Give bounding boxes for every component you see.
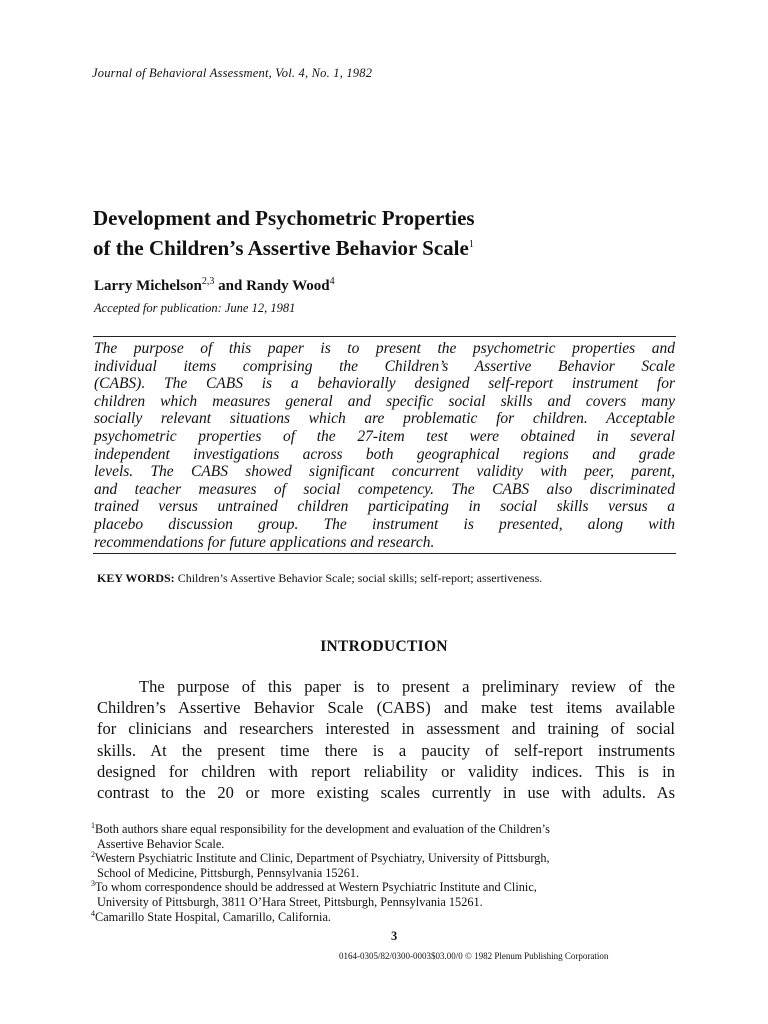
footnote-text: To whom correspondence should be addressed at Western Psychiatric Institute and Clinic,: [95, 880, 537, 895]
footnote-text: Western Psychiatric Institute and Clinic, Department of Psychiatry, University of Pittsburgh,: [95, 851, 550, 866]
footnote-mark: 3: [91, 879, 95, 889]
abstract-top-rule: [93, 336, 676, 337]
footnote-1: [91, 822, 676, 851]
footnote-text-cont: University of Pittsburgh, 3811 O’Hara Street, Pittsburgh, Pennsylvania 15261.: [97, 894, 483, 909]
abstract-line: psychometric properties of the 27-item test were obtained in several: [94, 427, 675, 445]
footnote-mark: 1: [91, 820, 95, 830]
footnote-text: Both authors share equal responsibility for the development and evaluation of the Children’s: [95, 822, 550, 836]
abstract-line: placebo discussion group. The instrument is presented, along with: [94, 515, 675, 533]
body-line: skills. At the present time there is a paucity of self-report instruments: [97, 740, 675, 760]
abstract-line: socially relevant situations which are problematic for children. Acceptable: [94, 410, 675, 428]
section-heading: INTRODUCTION: [320, 638, 448, 655]
body-line: Children’s Assertive Behavior Scale (CABS) and make test items available: [97, 698, 675, 718]
body-line: The purpose of this paper is to present a preliminary review of the: [139, 677, 675, 696]
author-2: Randy Wood: [246, 278, 330, 294]
author-1: Larry Michelson: [94, 278, 202, 294]
abstract: [94, 340, 675, 551]
footnotes: [91, 822, 676, 924]
footnote-text: Camarillo State Hospital, Camarillo, California.: [95, 909, 331, 924]
footnote-text-cont: Assertive Behavior Scale.: [97, 836, 225, 851]
title-line-2-text: of the Children’s Assertive Behavior Scale: [93, 236, 469, 260]
abstract-line: recommendations for future applications and research.: [94, 533, 435, 551]
body-line: designed for children with report reliability or validity indices. This is in: [97, 761, 675, 781]
abstract-line: individual items comprising the Children’s Assertive Behavior Scale: [94, 357, 675, 375]
journal-citation: Journal of Behavioral Assessment, Vol. 4, No. 1, 1982: [92, 66, 373, 80]
abstract-line: children which measures general and specific social skills and covers many: [94, 392, 675, 410]
abstract-line: and teacher measures of social competency. The CABS also discriminated: [94, 480, 675, 498]
title-line-2: [93, 233, 693, 263]
author-1-notes: 2,3: [201, 276, 215, 287]
abstract-line: trained versus untrained children participating in social skills versus a: [94, 498, 675, 516]
footnote-2: [91, 851, 676, 880]
footnote-mark: 4: [91, 908, 95, 918]
footnote-3: [91, 880, 676, 909]
article-title: [93, 203, 693, 263]
accepted-date: Accepted for publication: June 12, 1981: [94, 301, 296, 315]
abstract-bottom-rule: [93, 553, 676, 554]
authors: [94, 278, 335, 295]
footnote-mark: 2: [91, 850, 95, 860]
title-line-1: Development and Psychometric Properties: [93, 206, 475, 230]
introduction-body: [97, 676, 675, 803]
body-line: for clinicians and researchers interested in assessment and training of social: [97, 719, 675, 739]
keywords-label: KEY WORDS:: [97, 571, 175, 585]
author-conjunction: and: [214, 278, 247, 294]
abstract-line: (CABS). The CABS is a behaviorally designed self-report instrument for: [94, 375, 675, 393]
abstract-line: The purpose of this paper is to present the psychometric properties and: [94, 340, 675, 357]
keywords-text: Children’s Assertive Behavior Scale; social skills; self-report; assertiveness.: [174, 571, 543, 585]
author-2-notes: 4: [329, 276, 335, 287]
abstract-line: levels. The CABS showed significant concurrent validity with peer, parent,: [94, 463, 675, 481]
footnote-4: [91, 910, 676, 925]
keywords: [97, 571, 542, 586]
footnote-text-cont: School of Medicine, Pittsburgh, Pennsylvania 15261.: [97, 865, 360, 880]
page-number: 3: [391, 929, 398, 943]
title-footnote-mark: 1: [468, 239, 474, 250]
body-line: contrast to the 20 or more existing scales currently in use with adults. As: [97, 783, 675, 803]
abstract-line: independent investigations across both geographical regions and grade: [94, 445, 675, 463]
copyright-line: 0164-0305/82/0300-0003$03.00/0 © 1982 Plenum Publishing Corporation: [339, 951, 609, 961]
